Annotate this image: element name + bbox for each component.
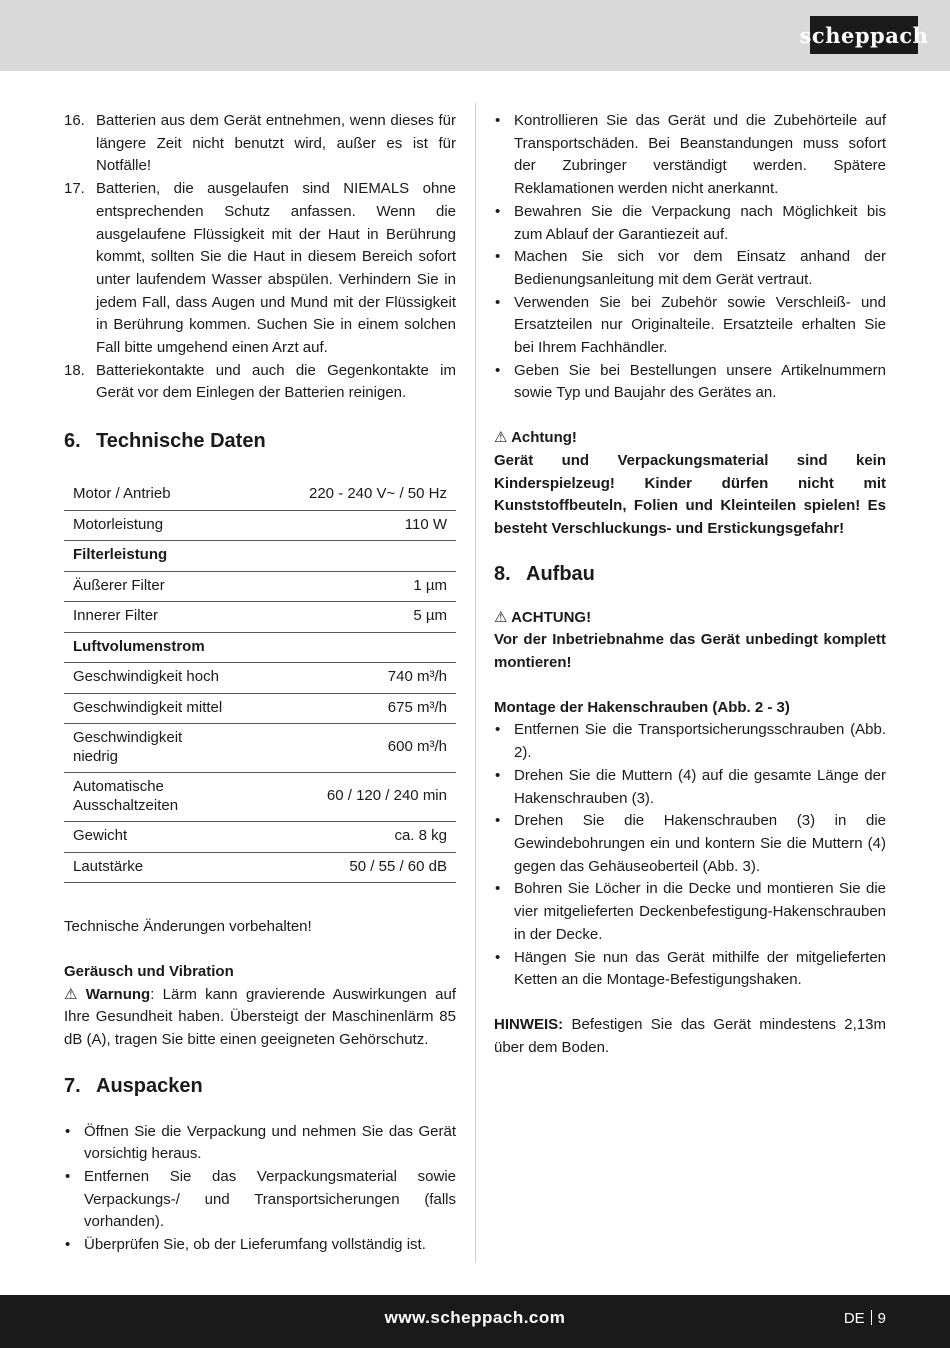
section-heading-8: 8. Aufbau (494, 562, 595, 585)
noise-warning: ⚠ Warnung: Lärm kann gravierende Auswirkungen auf Ihre Gesundheit haben. Übersteigt der Maschinenlärm 85 dB (A), tragen Sie bitte einen geeigneten Gehörschutz. (64, 985, 456, 1048)
page-footer (0, 1295, 950, 1348)
check-list (494, 110, 886, 405)
list-item: 16. Batterien aus dem Gerät entnehmen, wenn dieses für längere Zeit nicht benutzt wird, außer es ist für Notfälle! (64, 112, 456, 175)
list-item: • Drehen Sie die Hakenschrauben (3) in die Gewindebohrungen ein und kontern Sie die Muttern (4) gegen das Gehäuseoberteil (Abb. 3). (495, 812, 886, 875)
list-item: • Machen Sie sich vor dem Einsatz anhand der Bedienungsanleitung mit dem Gerät vertraut. (495, 248, 886, 288)
list-item: • Drehen Sie die Muttern (4) auf die gesamte Länge der Hakenschrauben (3). (495, 766, 886, 807)
hinweis-note: HINWEIS: Befestigen Sie das Gerät mindestens 2,13m über dem Boden. (494, 1015, 886, 1056)
table-row: Geschwindigkeit hoch 740 m³/h (64, 663, 456, 694)
section-heading-7: 7. Auspacken (64, 1074, 203, 1097)
noise-heading: Geräusch und Vibration (64, 962, 234, 980)
caution-label: ⚠ Achtung! (494, 427, 886, 450)
safety-list (64, 110, 456, 405)
mount-heading: Montage der Hakenschrauben (Abb. 2 - 3) (494, 698, 790, 716)
table-row: Gewicht ca. 8 kg (64, 822, 456, 853)
list-item: • Verwenden Sie bei Zubehör sowie Verschleiß- und Ersatzteilen nur Originalteile. Ersatzteile erhalten Sie bei Ihrem Fachhändler. (495, 293, 886, 357)
list-item: 18. Batteriekontakte und auch die Gegenkontakte im Gerät vor dem Einlegen der Batterien reinigen. (64, 361, 456, 402)
table-row: Luftvolumenstrom (64, 632, 456, 663)
caution-text: Gerät und Verpackungsmaterial sind kein Kinderspielzeug! Kinder dürfen nicht mit Kunststoffbeuteln, Folien und Kleinteilen spielen! Es besteht Verschluckungs- und Erstickungsgefahr! (494, 451, 886, 537)
list-item: • Hängen Sie nun das Gerät mithilfe der mitgelieferten Ketten an die Montage-Befestigungshaken. (495, 948, 886, 989)
table-row: Lautstärke 50 / 55 / 60 dB (64, 852, 456, 883)
table-row: Automatische Ausschaltzeiten 60 / 120 / 240 min (64, 773, 456, 822)
table-row: Motor / Antrieb 220 - 240 V~ / 50 Hz (64, 480, 456, 510)
website-link[interactable]: www.scheppach.com (384, 1308, 566, 1327)
list-item: • Bewahren Sie die Verpackung nach Möglichkeit bis zum Ablauf der Garantiezeit auf. (495, 202, 886, 243)
list-item: • Bohren Sie Löcher in die Decke und montieren Sie die vier mitgelieferten Deckenbefestigung-Hakenschrauben in der Decke. (495, 880, 886, 943)
spec-table (64, 480, 456, 883)
table-row: Geschwindigkeit niedrig 600 m³/h (64, 724, 456, 773)
caution-label: ⚠ ACHTUNG! (494, 607, 886, 630)
warning-icon: ⚠ (494, 429, 508, 447)
table-row: Geschwindigkeit mittel 675 m³/h (64, 693, 456, 724)
table-row: Filterleistung (64, 541, 456, 572)
list-item: • Überprüfen Sie, ob der Lieferumfang vollständig ist. (65, 1236, 426, 1254)
unpack-list (64, 1121, 456, 1257)
list-item: • Entfernen Sie die Transportsicherungsschrauben (Abb. 2). (495, 721, 886, 762)
table-row: Innerer Filter 5 µm (64, 602, 456, 633)
page-number: DE 9 (843, 1310, 886, 1327)
mount-list (494, 719, 886, 991)
right-column (494, 110, 886, 1059)
caution-text: Vor der Inbetriebnahme das Gerät unbedingt komplett montieren! (494, 631, 886, 672)
changes-note: Technische Änderungen vorbehalten! (64, 918, 312, 936)
list-item: • Kontrollieren Sie das Gerät und die Zubehörteile auf Transportschäden. Bei Beanstandungen muss sofort der Zubringer verständigt werden. Spätere Reklamationen werden nicht anerkannt. (495, 112, 886, 198)
column-divider (475, 103, 476, 1263)
table-row: Äußerer Filter 1 µm (64, 571, 456, 602)
list-item: • Geben Sie bei Bestellungen unsere Artikelnummern sowie Typ und Baujahr des Gerätes an. (495, 361, 886, 402)
section-heading-6: 6. Technische Daten (64, 430, 266, 453)
list-item: • Öffnen Sie die Verpackung und nehmen Sie das Gerät vorsichtig heraus. (65, 1122, 456, 1163)
list-item: 17. Batterien, die ausgelaufen sind NIEMALS ohne entsprechenden Schutz anfassen. Wenn die ausgelaufene Flüssigkeit mit der Haut in Berührung kommt, sollten Sie die Haut in diesem Bereich sofort unter laufendem Wasser abspülen. Verhindern Sie in jedem Fall, dass Augen und Mund mit der Flüssigkeit in Berührung kommen. Suchen Sie in einem solchen Fall bitte umgehend einen Arzt auf. (64, 180, 456, 357)
warning-icon: ⚠ (64, 985, 78, 1003)
table-row: Motorleistung 110 W (64, 510, 456, 541)
left-column (64, 110, 456, 1257)
brand-logo: scheppach (810, 16, 918, 54)
page-header (0, 0, 950, 71)
list-item: • Entfernen Sie das Verpackungsmaterial sowie Verpackungs-/ und Transportsicherungen (falls vorhanden). (65, 1168, 456, 1231)
warning-icon: ⚠ (494, 608, 508, 626)
